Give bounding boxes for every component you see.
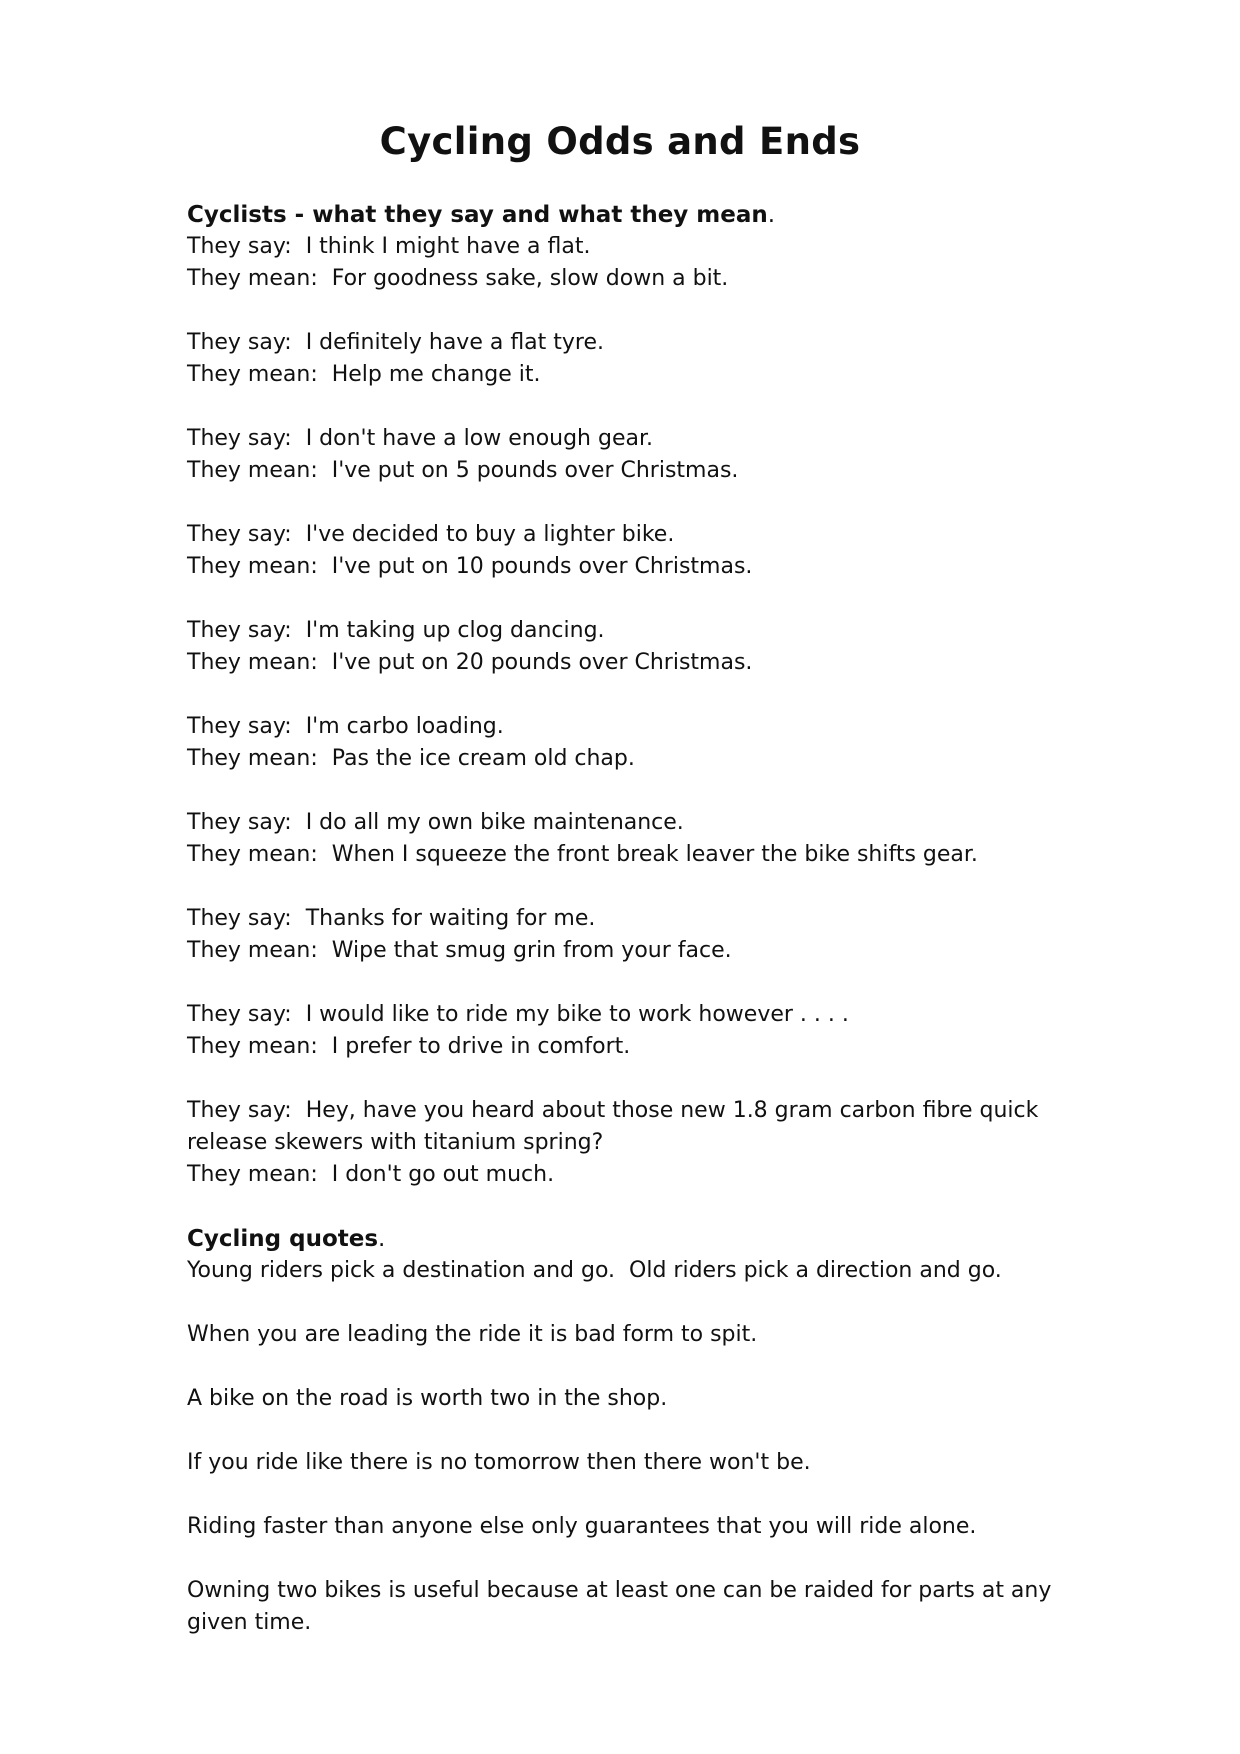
saying-pair	[187, 999, 1067, 1063]
quotes-heading	[187, 1223, 1067, 1255]
they-say-line: They say: I definitely have a flat tyre.	[187, 330, 605, 355]
sayings-heading-period: .	[767, 202, 776, 228]
they-mean-line: They mean: Pas the ice cream old chap.	[187, 746, 635, 771]
saying-pair	[187, 327, 1067, 391]
saying-pair	[187, 903, 1067, 967]
they-say-line: They say: Thanks for waiting for me.	[187, 906, 596, 931]
they-say-line: They say: I do all my own bike maintenance.	[187, 810, 684, 835]
they-say-line: They say: I've decided to buy a lighter bike.	[187, 522, 675, 547]
cycling-quote: Owning two bikes is useful because at least one can be raided for parts at any given time.	[187, 1578, 1059, 1635]
they-mean-line: They mean: Help me change it.	[187, 362, 541, 387]
they-mean-line: They mean: I don't go out much.	[187, 1162, 555, 1187]
they-mean-line: They mean: I prefer to drive in comfort.	[187, 1034, 631, 1059]
they-mean-line: They mean: I've put on 5 pounds over Christmas.	[187, 458, 739, 483]
saying-pair	[187, 807, 1067, 871]
saying-pair	[187, 231, 1067, 295]
saying-pair	[187, 519, 1067, 583]
quotes-heading-text: Cycling quotes	[187, 1226, 379, 1252]
cycling-quote: When you are leading the ride it is bad form to spit.	[187, 1322, 758, 1347]
saying-pair	[187, 711, 1067, 775]
they-say-line: They say: I don't have a low enough gear.	[187, 426, 653, 451]
saying-pair	[187, 1095, 1067, 1191]
they-mean-line: They mean: I've put on 10 pounds over Christmas.	[187, 554, 753, 579]
quotes-list	[187, 1255, 1067, 1639]
quotes-heading-period: .	[378, 1226, 386, 1252]
they-mean-line: They mean: I've put on 20 pounds over Christmas.	[187, 650, 753, 675]
they-mean-line: They mean: For goodness sake, slow down a bit.	[187, 266, 729, 291]
they-say-line: They say: I'm taking up clog dancing.	[187, 618, 605, 643]
sayings-heading	[187, 199, 1067, 231]
they-mean-line: They mean: Wipe that smug grin from your face.	[187, 938, 732, 963]
document-body	[187, 199, 1067, 1639]
they-say-line: They say: I think I might have a flat.	[187, 234, 591, 259]
they-say-line: They say: I would like to ride my bike to work however . . . .	[187, 1002, 849, 1027]
cycling-quote: If you ride like there is no tomorrow then there won't be.	[187, 1450, 811, 1475]
saying-pair	[187, 615, 1067, 679]
saying-pair	[187, 423, 1067, 487]
sayings-list	[187, 231, 1067, 1191]
page-title: Cycling Odds and Ends	[379, 120, 861, 163]
section-spacer	[187, 1191, 1067, 1223]
they-mean-line: They mean: When I squeeze the front break leaver the bike shifts gear.	[187, 842, 978, 867]
cycling-quote: A bike on the road is worth two in the shop.	[187, 1386, 668, 1411]
they-say-line: They say: Hey, have you heard about those new 1.8 gram carbon fibre quick release skewers with titanium spring?	[187, 1098, 1046, 1155]
they-say-line: They say: I'm carbo loading.	[187, 714, 504, 739]
sayings-heading-text: Cyclists - what they say and what they mean	[187, 202, 768, 228]
cycling-quote: Young riders pick a destination and go. Old riders pick a direction and go.	[187, 1258, 1002, 1283]
cycling-quote: Riding faster than anyone else only guarantees that you will ride alone.	[187, 1514, 977, 1539]
